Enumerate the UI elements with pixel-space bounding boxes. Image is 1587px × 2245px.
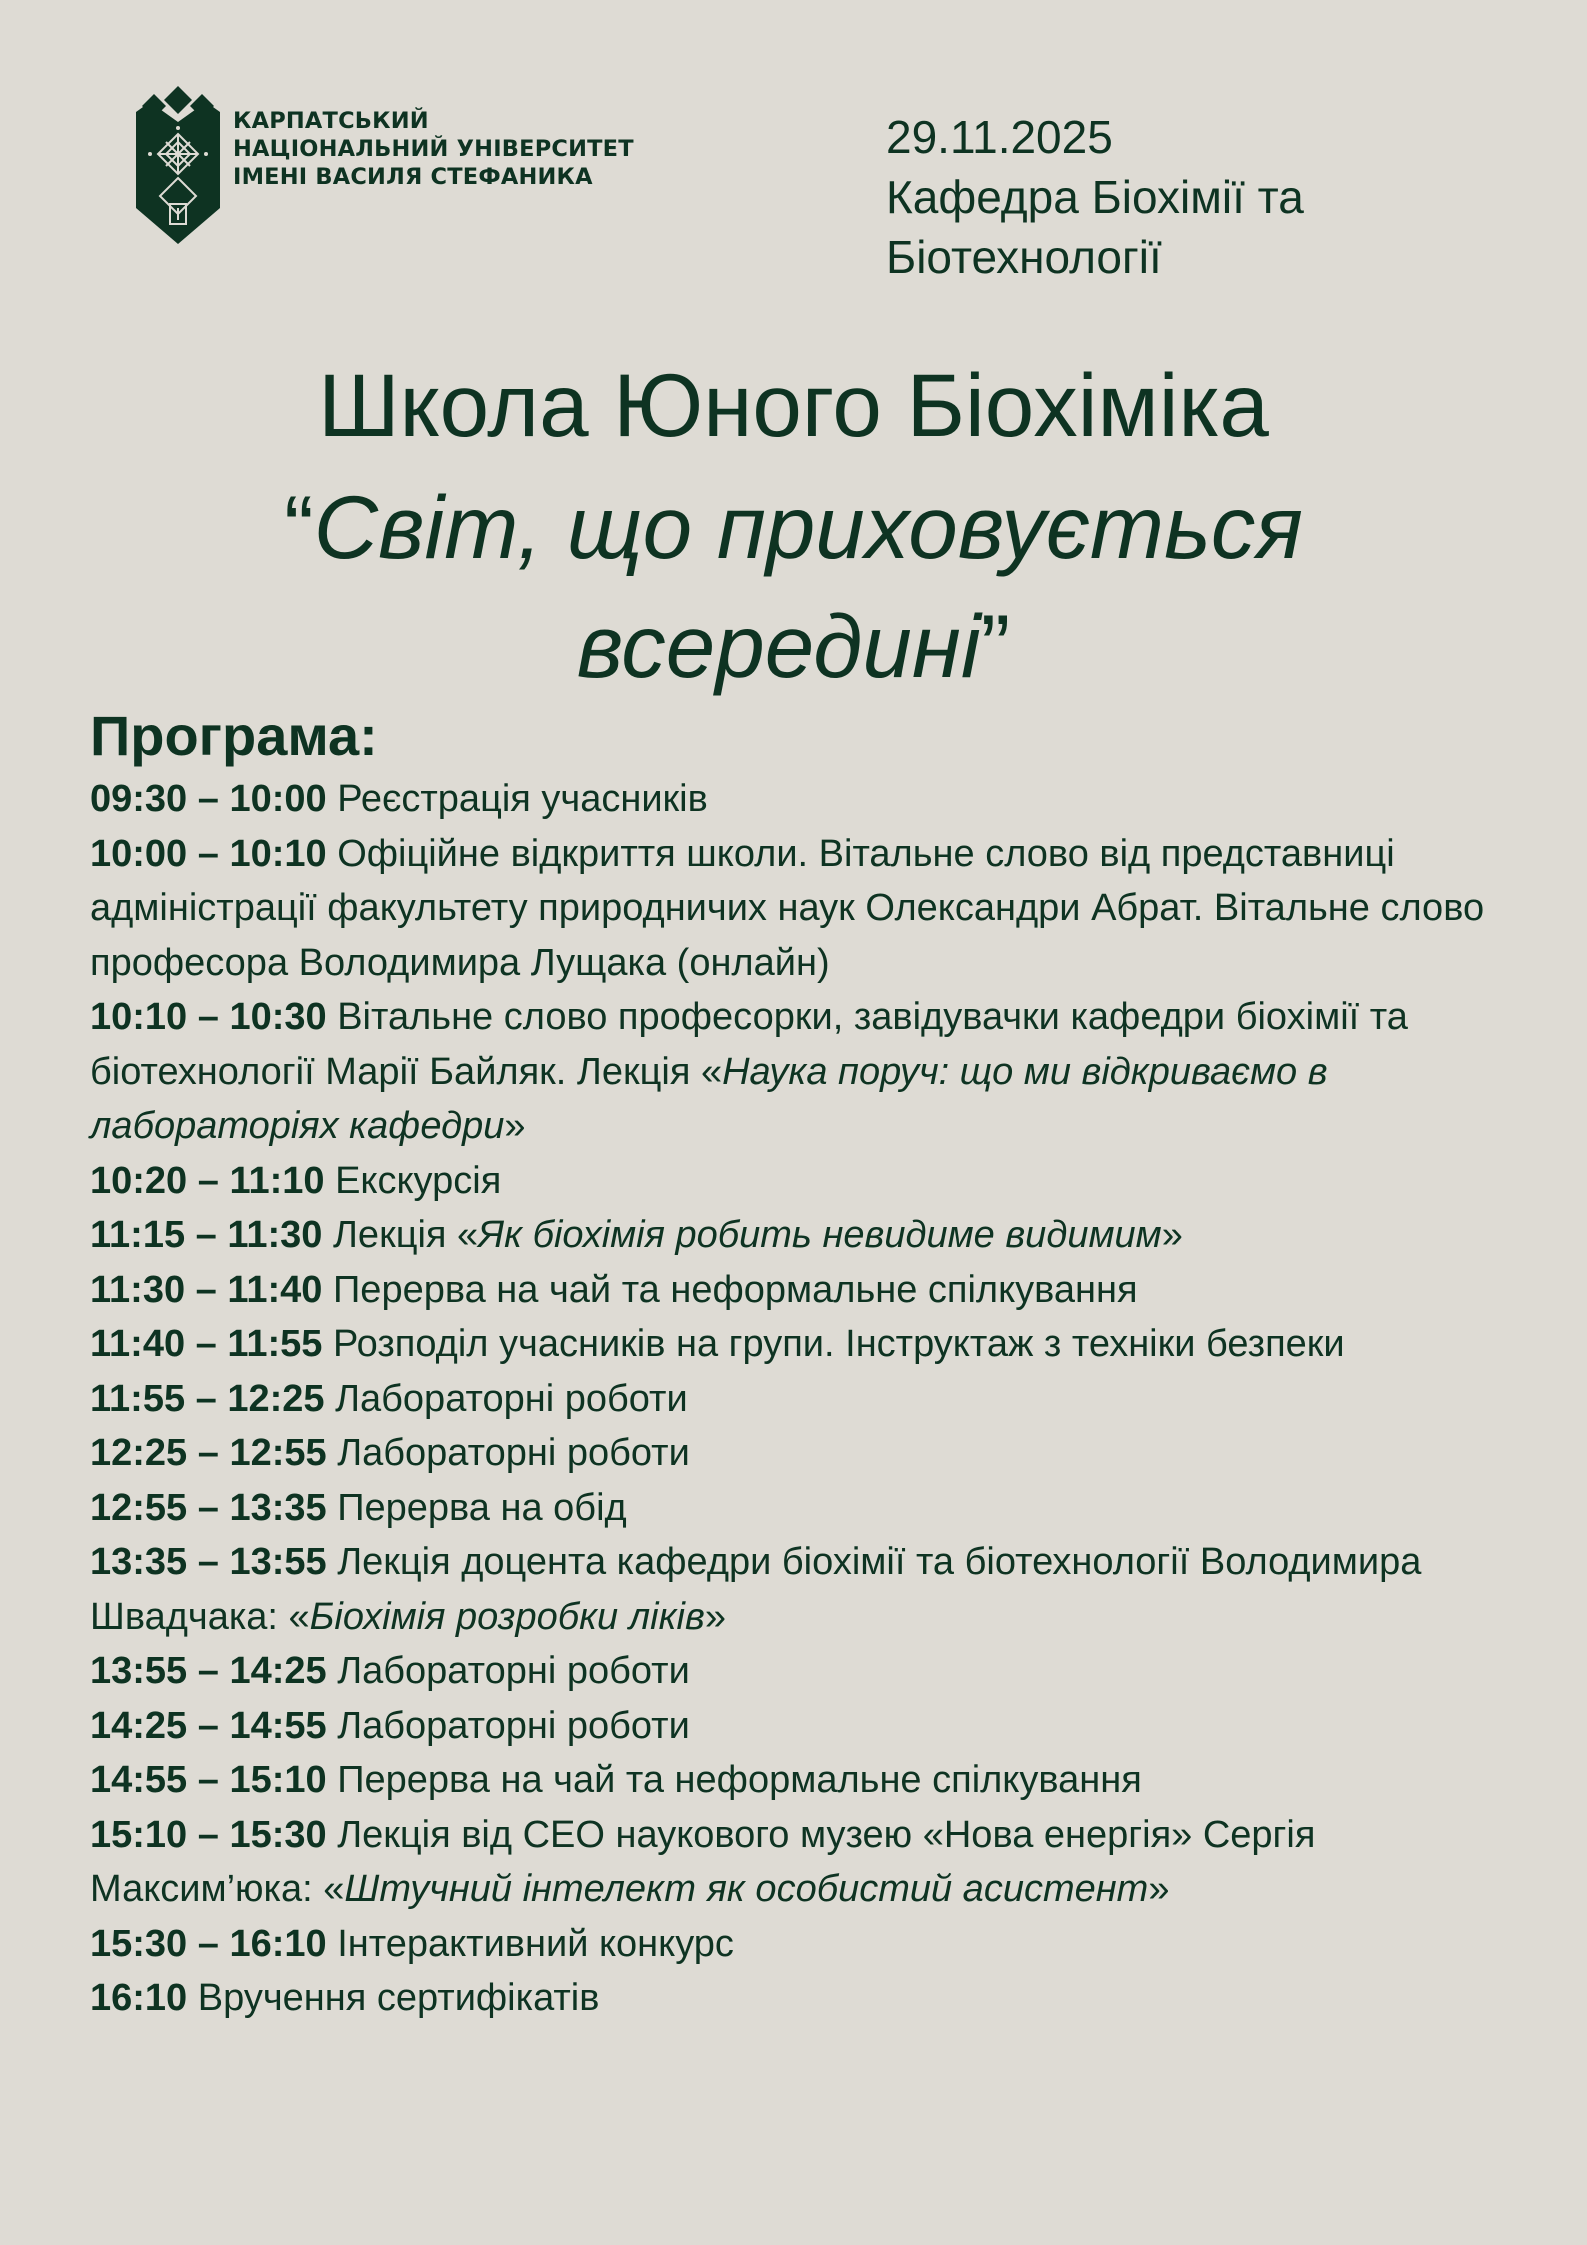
program-item-time: 11:40 – 11:55 [90, 1323, 323, 1365]
program-item-time: 11:15 – 11:30 [90, 1214, 323, 1256]
program-item-description: Інтерактивний конкурс [326, 1922, 734, 1965]
program-item [90, 1372, 1540, 1427]
program-item [90, 1644, 1540, 1699]
program-item-time: 15:10 – 15:30 [90, 1813, 327, 1856]
program-item-time: 13:55 – 14:25 [90, 1650, 327, 1692]
program-item-time: 13:35 – 13:55 [90, 1541, 327, 1583]
poster-subtitle [200, 468, 1387, 706]
program-item-description: Лекція доцента кафедри біохімії та біотехнології Володимира Швадчака: « [90, 1541, 1422, 1638]
program-item [90, 1808, 1540, 1917]
program-item-time: 15:30 – 16:10 [90, 1922, 327, 1965]
program-list [90, 772, 1540, 2026]
program-item-time: 12:25 – 12:55 [90, 1432, 327, 1474]
program-heading: Програма: [90, 704, 378, 767]
program-item [90, 1481, 1540, 1536]
program-item-lecture-title: Біохімія розробки ліків [309, 1595, 705, 1638]
program-item [90, 990, 1540, 1154]
program-item-description: Перерва на обід [326, 1486, 627, 1529]
program-item-description: » [1148, 1868, 1170, 1910]
program-item-description: Екскурсія [324, 1159, 502, 1202]
program-item-description: » [504, 1105, 526, 1147]
program-item [90, 1208, 1540, 1263]
program-item-description: Офіційне відкриття школи. Вітальне слово від представниці адміністрації факультету природничих наук Олександри Абрат. Вітальне слово професора Володимира Лущака (онлайн) [90, 832, 1485, 984]
event-header-info [886, 107, 1304, 287]
program-item-time: 09:30 – 10:00 [90, 778, 327, 820]
program-item-description: Перерва на чай та неформальне спілкування [326, 1759, 1142, 1801]
close-quote: ” [980, 596, 1011, 696]
program-item [90, 1753, 1540, 1808]
program-item-description: Реєстрація учасників [326, 778, 708, 820]
program-item-description: » [1161, 1214, 1183, 1256]
program-item-time: 14:25 – 14:55 [90, 1704, 327, 1747]
program-item-description: Лабораторні роботи [326, 1650, 690, 1692]
university-name [233, 107, 634, 191]
university-name-line-1: КАРПАТСЬКИЙ [233, 108, 429, 134]
program-item-time: 11:55 – 12:25 [90, 1377, 325, 1420]
program-item [90, 772, 1540, 827]
university-name-line-2: НАЦІОНАЛЬНИЙ УНІВЕРСИТЕТ [233, 136, 634, 162]
open-quote: “ [284, 477, 314, 577]
university-name-line-3: ІМЕНІ ВАСИЛЯ СТЕФАНИКА [233, 164, 593, 190]
program-item-description: Лекція « [322, 1214, 479, 1256]
program-item-lecture-title: Штучний інтелект як особистий асистент [344, 1868, 1149, 1910]
program-item-lecture-title: Як біохімія робить невидиме видимим [478, 1214, 1162, 1256]
department-line-1: Кафедра Біохімії та [886, 171, 1304, 223]
program-item-description: Вітальне слово професорки, завідувачки кафедри біохімії та біотехнології Марії Байляк. Лекція « [90, 996, 1408, 1093]
university-logo [136, 86, 634, 246]
program-item-description: » [704, 1595, 726, 1638]
program-item-time: 10:20 – 11:10 [90, 1159, 325, 1202]
program-item-time: 10:00 – 10:10 [90, 832, 327, 875]
program-item [90, 1154, 1540, 1209]
program-item-time: 16:10 [90, 1977, 188, 2019]
program-item-time: 10:10 – 10:30 [90, 996, 327, 1038]
program-item-description: Лекція від CEO наукового музею «Нова енергія» Сергія Максим’юка: « [90, 1813, 1316, 1910]
program-item [90, 1917, 1540, 1972]
program-item [90, 1317, 1540, 1372]
program-item-description: Вручення сертифікатів [187, 1977, 600, 2019]
event-date: 29.11.2025 [886, 111, 1113, 163]
department-line-2: Біотехнології [886, 231, 1162, 283]
program-item [90, 1426, 1540, 1481]
poster-title: Школа Юного Біохіміка [318, 355, 1269, 455]
program-item [90, 1971, 1540, 2026]
program-item [90, 827, 1540, 991]
program-item-lecture-title: Наука поруч: що ми відкриваємо в лабораторіях кафедри [90, 1050, 1328, 1147]
program-item [90, 1699, 1540, 1754]
program-item [90, 1263, 1540, 1318]
program-item-time: 14:55 – 15:10 [90, 1759, 327, 1801]
subtitle-text: Світ, що приховується всередині [313, 477, 1303, 696]
program-item-description: Лабораторні роботи [326, 1704, 690, 1747]
program-item-description: Лабораторні роботи [324, 1377, 688, 1420]
university-emblem-icon [136, 86, 220, 244]
program-item-time: 11:30 – 11:40 [90, 1268, 323, 1311]
program-item-time: 12:55 – 13:35 [90, 1486, 327, 1529]
program-section [90, 700, 1540, 2026]
program-item-description: Розподіл учасників на групи. Інструктаж з техніки безпеки [322, 1323, 1345, 1365]
program-item [90, 1535, 1540, 1644]
program-item-description: Перерва на чай та неформальне спілкування [322, 1268, 1138, 1311]
program-item-description: Лабораторні роботи [326, 1432, 690, 1474]
